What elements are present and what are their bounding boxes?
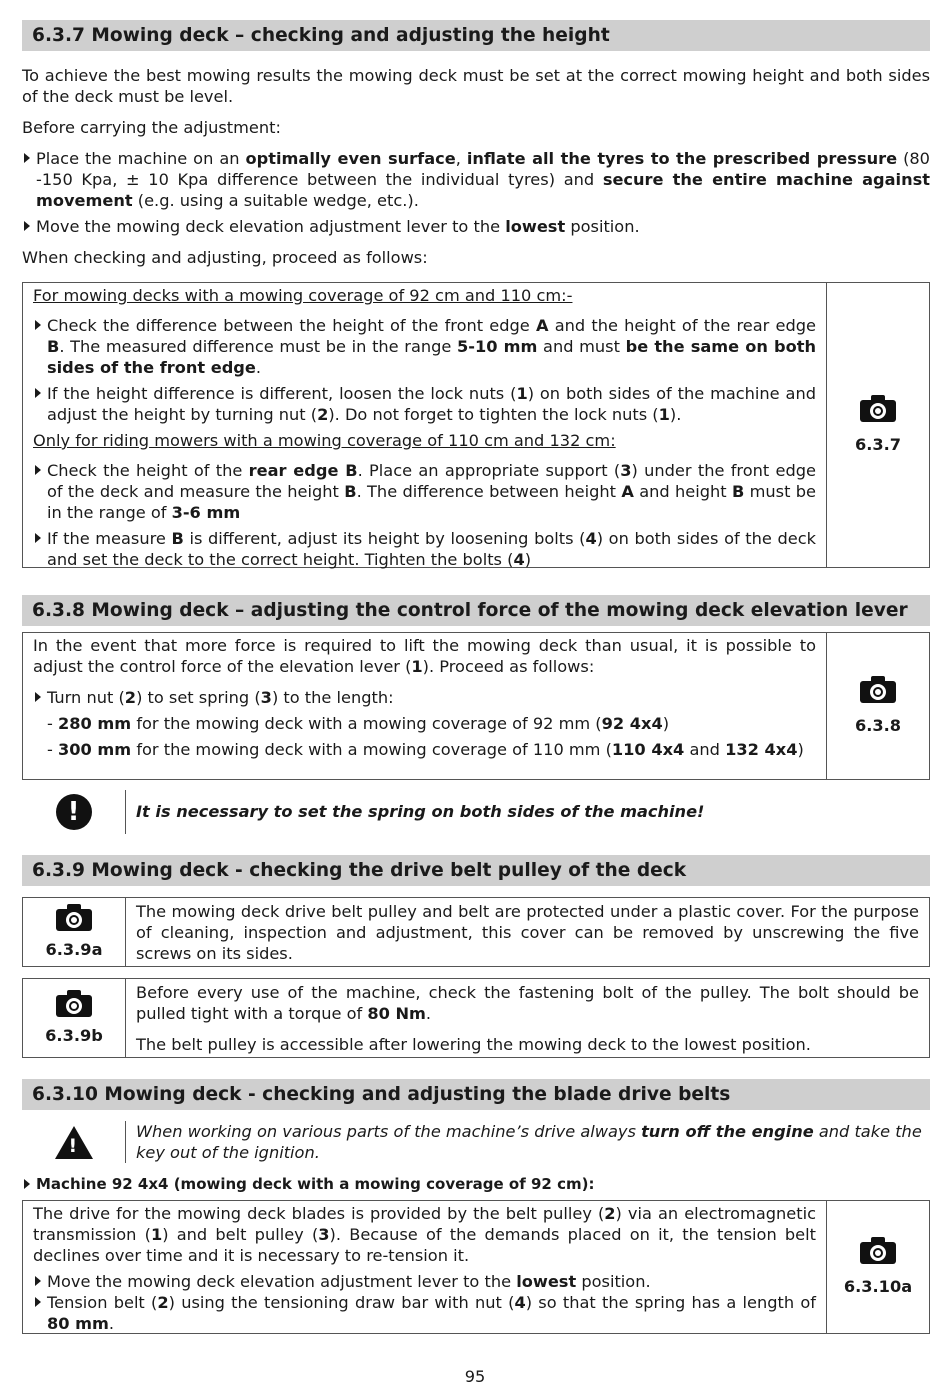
note-text: It is necessary to set the spring on both sides of the machine! bbox=[125, 790, 930, 834]
figure-label: 6.3.9b bbox=[45, 1026, 103, 1045]
bullet-place-machine: Place the machine on an optimally even surface, inflate all the tyres to the prescribed pressure (80 -150 Kpa, ± 10 Kpa difference between the individual tyres) and secure the entire machine against movement (e.g. using a suitable wedge, etc.). bbox=[22, 148, 930, 211]
bullet-adjust-bolts: If the measure B is different, adjust its height by loosening bolts (4) on both sides of the deck and set the deck to the correct height. Tighten the bolts (4) bbox=[33, 528, 816, 570]
warning-icon: ! bbox=[55, 1126, 93, 1159]
subheading-110-132: Only for riding mowers with a mowing coverage of 110 cm and 132 cm: bbox=[33, 431, 616, 450]
bullet-check-difference: Check the difference between the height of the front edge A and the height of the rear edge B. The measured difference must be in the range 5-10 mm and must be the same on both sides of the front edge. bbox=[33, 315, 816, 378]
engine-warning bbox=[22, 1120, 930, 1164]
camera-icon bbox=[860, 395, 896, 422]
machine-92-heading: Machine 92 4x4 (mowing deck with a mowing coverage of 92 cm): bbox=[22, 1174, 930, 1195]
belt-box-6-3-10 bbox=[22, 1200, 930, 1334]
figure-ref-cell bbox=[23, 898, 126, 966]
adjustment-box-6-3-8 bbox=[22, 632, 930, 780]
figure-label: 6.3.8 bbox=[854, 716, 902, 735]
camera-icon bbox=[56, 904, 92, 931]
figure-ref-cell bbox=[23, 979, 126, 1057]
figure-ref-cell bbox=[826, 1201, 929, 1333]
exclamation-icon: ! bbox=[56, 794, 92, 830]
spring-length-280: - 280 mm for the mowing deck with a mowing coverage of 92 mm (92 4x4) bbox=[47, 714, 670, 733]
pulley-box-b bbox=[22, 978, 930, 1058]
section-heading-6-3-8: 6.3.8 Mowing deck – adjusting the control force of the mowing deck elevation lever bbox=[22, 595, 930, 626]
camera-icon bbox=[860, 1237, 896, 1264]
belt-drive-paragraph: The drive for the mowing deck blades is provided by the belt pulley (2) via an electromagnetic transmission (1) and belt pulley (3). Because of the demands placed on it, the tension belt declines over time and it is necessary to re-tension it. bbox=[33, 1204, 816, 1265]
bullet-move-lever: Move the mowing deck elevation adjustment lever to the lowest position. bbox=[22, 216, 930, 237]
section-heading-6-3-7: 6.3.7 Mowing deck – checking and adjusting the height bbox=[22, 20, 930, 51]
control-force-paragraph: In the event that more force is required to lift the mowing deck than usual, it is possible to adjust the control force of the elevation lever (1). Proceed as follows: bbox=[33, 636, 816, 676]
spring-note bbox=[22, 790, 930, 834]
section-heading-6-3-9: 6.3.9 Mowing deck - checking the drive belt pulley of the deck bbox=[22, 855, 930, 886]
bullet-tension-belt: Tension belt (2) using the tensioning draw bar with nut (4) so that the spring has a length of 80 mm. bbox=[33, 1292, 816, 1334]
bullet-move-lever-lowest: Move the mowing deck elevation adjustment lever to the lowest position. bbox=[33, 1271, 816, 1292]
pulley-cover-text: The mowing deck drive belt pulley and belt are protected under a plastic cover. For the purpose of cleaning, inspection and adjustment, this cover can be removed by unscrewing the five screws on its sides. bbox=[136, 902, 919, 963]
proceed-text: When checking and adjusting, proceed as follows: bbox=[22, 248, 428, 267]
bullet-check-rear-edge: Check the height of the rear edge B. Place an appropriate support (3) under the front edge of the deck and measure the height B. The difference between height A and height B must be in the range of 3-6 mm bbox=[33, 460, 816, 523]
figure-label: 6.3.9a bbox=[45, 940, 103, 959]
figure-ref-cell bbox=[826, 283, 929, 567]
pulley-bolt-text: Before every use of the machine, check the fastening bolt of the pulley. The bolt should be pulled tight with a torque of 80 Nm. bbox=[136, 983, 919, 1023]
warning-text: When working on various parts of the machine’s drive always turn off the engine and take the key out of the ignition. bbox=[125, 1121, 930, 1163]
section-heading-6-3-10: 6.3.10 Mowing deck - checking and adjusting the blade drive belts bbox=[22, 1079, 930, 1110]
spring-length-300: - 300 mm for the mowing deck with a mowing coverage of 110 mm (110 4x4 and 132 4x4) bbox=[47, 740, 804, 759]
camera-icon bbox=[860, 676, 896, 703]
subheading-92-110: For mowing decks with a mowing coverage of 92 cm and 110 cm:- bbox=[33, 286, 573, 305]
bullet-loosen-lock-nuts: If the height difference is different, loosen the lock nuts (1) on both sides of the machine and adjust the height by turning nut (2). Do not forget to tighten the lock nuts (1). bbox=[33, 383, 816, 425]
figure-label: 6.3.7 bbox=[854, 435, 902, 454]
before-adjustment-text: Before carrying the adjustment: bbox=[22, 118, 281, 137]
manual-page bbox=[22, 20, 930, 1334]
bullet-turn-nut: Turn nut (2) to set spring (3) to the length: bbox=[33, 687, 816, 708]
page-number: 95 bbox=[464, 1367, 486, 1384]
camera-icon bbox=[56, 990, 92, 1017]
intro-paragraph: To achieve the best mowing results the mowing deck must be set at the correct mowing height and both sides of the deck must be level. bbox=[22, 66, 930, 106]
adjustment-box-6-3-7 bbox=[22, 282, 930, 568]
figure-ref-cell bbox=[826, 633, 929, 779]
figure-label: 6.3.10a bbox=[843, 1277, 913, 1296]
pulley-box-a bbox=[22, 897, 930, 967]
pulley-access-text: The belt pulley is accessible after lowering the mowing deck to the lowest position. bbox=[136, 1035, 811, 1054]
